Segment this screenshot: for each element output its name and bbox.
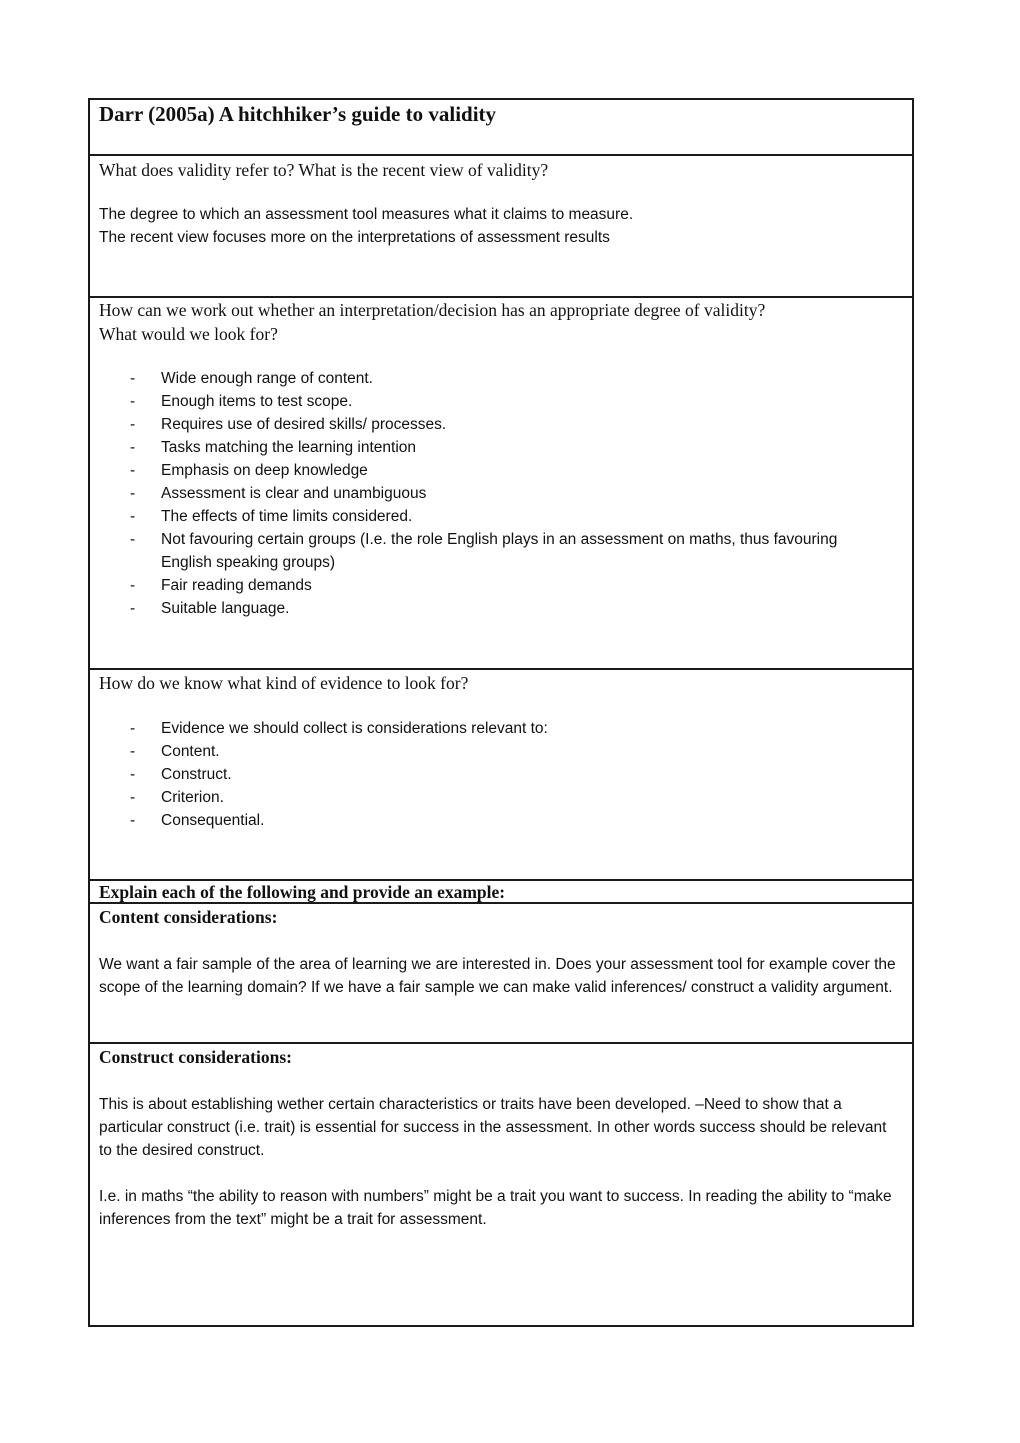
list-item: - Suitable language.: [90, 597, 892, 620]
list-item: - Criterion.: [90, 786, 892, 809]
dash-bullet-icon: -: [130, 720, 136, 737]
dash-bullet-icon: -: [130, 439, 136, 456]
list-item: - Requires use of desired skills/ processes.: [90, 413, 892, 436]
title-row: [88, 98, 914, 156]
list-item: - The effects of time limits considered.: [90, 505, 892, 528]
question-evidence: How do we know what kind of evidence to look for?: [99, 673, 469, 693]
section-content-considerations: [88, 902, 914, 1044]
section-construct-considerations: [88, 1042, 914, 1327]
dash-bullet-icon: -: [130, 812, 136, 829]
question-validity-definition: What does validity refer to? What is the recent view of validity?: [99, 160, 549, 180]
construct-considerations-text-1: This is about establishing wether certain characteristics or traits have been developed. –Need to show that a particular construct (i.e. trait) is essential for success in the assessment. In other words success should be relevant to the desired construct.: [99, 1096, 887, 1159]
list-item: - Evidence we should collect is considerations relevant to:: [90, 717, 892, 740]
dash-bullet-icon: -: [130, 577, 136, 594]
section-explain-heading: [88, 879, 914, 904]
section-validity-definition: [88, 154, 914, 298]
dash-bullet-icon: -: [130, 531, 136, 548]
answer-line: The recent view focuses more on the interpretations of assessment results: [99, 229, 610, 246]
answer-validity-definition: [99, 203, 900, 249]
dash-bullet-icon: -: [130, 416, 136, 433]
dash-bullet-icon: -: [130, 485, 136, 502]
list-item: - Content.: [90, 740, 892, 763]
construct-considerations-text-2: I.e. in maths “the ability to reason with numbers” might be a trait you want to success. In reading the ability to “make inferences from the text” might be a trait for assessment.: [99, 1188, 892, 1228]
explain-heading: Explain each of the following and provide an example:: [99, 882, 506, 902]
list-item: - Wide enough range of content.: [90, 367, 892, 390]
question-line: How can we work out whether an interpretation/decision has an appropriate degree of validity?: [99, 300, 766, 320]
list-item: - Construct.: [90, 763, 892, 786]
evidence-list: [90, 717, 892, 832]
dash-bullet-icon: -: [130, 462, 136, 479]
list-item: - Tasks matching the learning intention: [90, 436, 892, 459]
content-considerations-heading: Content considerations:: [99, 907, 278, 927]
dash-bullet-icon: -: [130, 393, 136, 410]
answer-line: The degree to which an assessment tool measures what it claims to measure.: [99, 206, 634, 223]
question-line: What would we look for?: [99, 324, 278, 344]
content-considerations-text: We want a fair sample of the area of learning we are interested in. Does your assessment tool for example cover the scope of the learning domain? If we have a fair sample we can make valid inferences/ construct a validity argument.: [99, 956, 896, 996]
dash-bullet-icon: -: [130, 370, 136, 387]
list-item: - Fair reading demands: [90, 574, 892, 597]
dash-bullet-icon: -: [130, 508, 136, 525]
section-evidence: [88, 668, 914, 881]
dash-bullet-icon: -: [130, 743, 136, 760]
list-item: - Emphasis on deep knowledge: [90, 459, 892, 482]
question-appropriate-validity: [99, 298, 765, 346]
document-title: Darr (2005a) A hitchhiker’s guide to validity: [99, 102, 497, 126]
dash-bullet-icon: -: [130, 789, 136, 806]
dash-bullet-icon: -: [130, 600, 136, 617]
list-item: - Enough items to test scope.: [90, 390, 892, 413]
validity-criteria-list: [90, 367, 892, 620]
list-item: - Assessment is clear and unambiguous: [90, 482, 892, 505]
dash-bullet-icon: -: [130, 766, 136, 783]
construct-considerations-heading: Construct considerations:: [99, 1047, 292, 1067]
list-item: - Consequential.: [90, 809, 892, 832]
list-item: - Not favouring certain groups (I.e. the role English plays in an assessment on maths, thus favouring English speaking groups): [90, 528, 892, 574]
section-appropriate-validity: [88, 296, 914, 670]
